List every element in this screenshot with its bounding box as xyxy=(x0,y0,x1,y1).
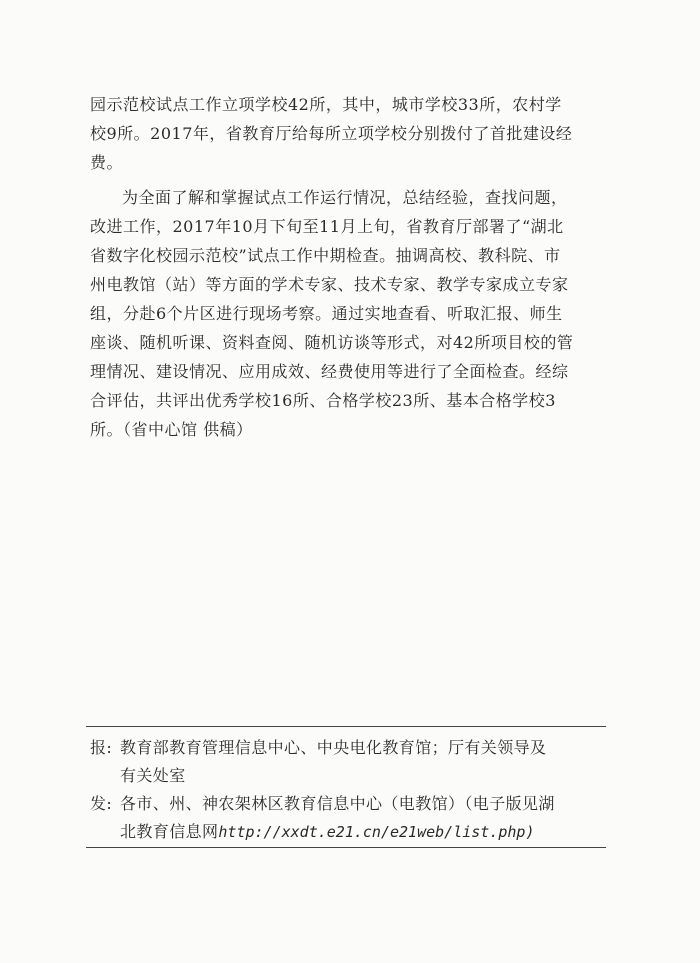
paragraph-2-line: 合评估，共评出优秀学校16所、合格学校23所、基本合格学校3 xyxy=(90,391,556,410)
paragraph-1-line: 校9所。2017年，省教育厅给每所立项学校分别拨付了首批建设经 xyxy=(90,124,573,143)
paragraph-2-line: 改进工作，2017年10月下旬至11月上旬，省教育厅部署了“湖北 xyxy=(90,217,564,236)
paragraph-1-line: 园示范校试点工作立项学校42所，其中，城市学校33所，农村学 xyxy=(90,95,562,114)
paragraph-2-line: 组，分赴6个片区进行现场考察。通过实地查看、听取汇报、师生 xyxy=(90,304,563,323)
send-recipients-line-2 xyxy=(120,818,610,846)
paragraph-2-line: 为全面了解和掌握试点工作运行情况，总结经验，查找问题， xyxy=(122,188,568,207)
send-recipients-line: 各市、州、神农架林区教育信息中心（电教馆）（电子版见湖 xyxy=(120,794,555,813)
report-recipients-line: 教育部教育管理信息中心、中央电化教育馆；厅有关领导及 xyxy=(120,738,547,757)
article-body xyxy=(90,90,610,444)
paragraph-2-line: 理情况、建设情况、应用成效、经费使用等进行了全面检查。经综 xyxy=(90,362,569,381)
website-link[interactable]: http://xxdt.e21.cn/e21web/list.php) xyxy=(218,823,535,841)
paragraph-2-line: 所。（省中心馆 供稿） xyxy=(90,420,253,439)
paragraph-1-line: 费。 xyxy=(90,153,124,172)
paragraph-2-line: 座谈、随机听课、资料查阅、随机访谈等形式，对42所项目校的管 xyxy=(90,333,574,352)
top-divider xyxy=(86,726,606,727)
paragraph-2-line: 省数字化校园示范校”试点工作中期检查。抽调高校、教科院、市 xyxy=(90,246,561,265)
send-line2-text: 北教育信息网 xyxy=(120,822,219,841)
report-recipients-line: 有关处室 xyxy=(120,766,186,785)
send-label: 发: xyxy=(90,794,113,813)
paragraph-2 xyxy=(90,183,610,444)
paragraph-1 xyxy=(90,90,610,177)
paragraph-2-line: 州电教馆（站）等方面的学术专家、技术专家、教学专家成立专家 xyxy=(90,275,569,294)
bottom-divider xyxy=(86,847,606,848)
report-to-section xyxy=(90,734,610,790)
report-label: 报: xyxy=(90,738,113,757)
send-to-section xyxy=(90,790,610,846)
